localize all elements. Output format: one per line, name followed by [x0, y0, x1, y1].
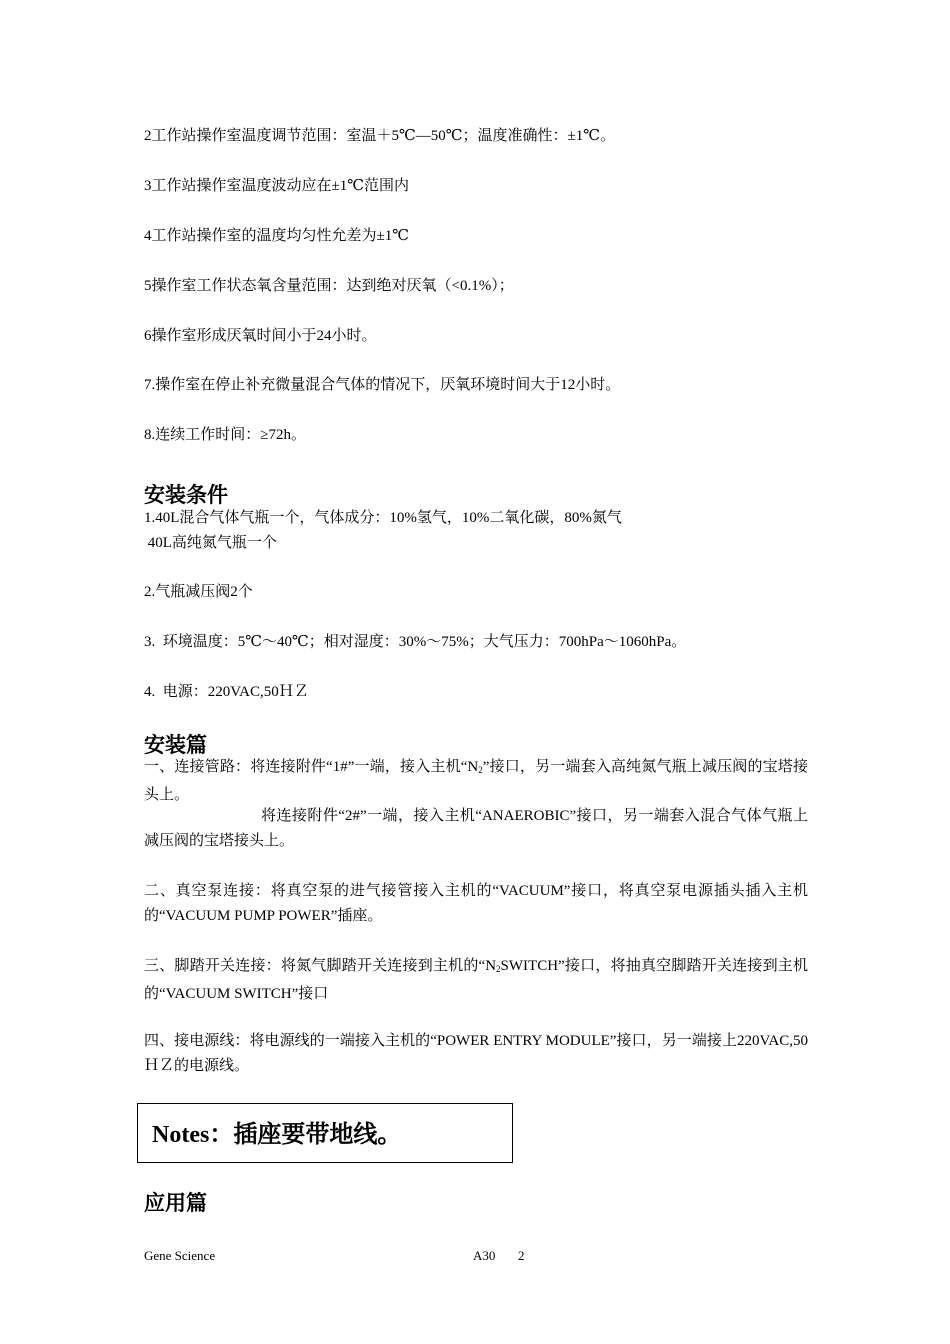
note-text: Notes：插座要带地线。: [152, 1122, 402, 1148]
spec-line-5: 5操作室工作状态氧含量范围：达到绝对厌氧（<0.1%）；: [144, 278, 514, 294]
condition-gas-cylinder: 1.40L混合气体气瓶一个，气体成分：10%氢气，10%二氧化碳，80%氮气: [144, 510, 622, 526]
install-conditions-heading: 安装条件: [144, 483, 228, 507]
installation-step-4: 四、接电源线：将电源线的一端接入主机的“POWER ENTRY MODULE”接口，另一端接上220VAC,50ＨＺ的电源线。: [144, 1033, 808, 1074]
condition-regulator: 2.气瓶减压阀2个: [144, 584, 253, 600]
application-heading: 应用篇: [144, 1191, 207, 1215]
condition-environment: 3. 环境温度：5℃～40℃；相对湿度：30%～75%；大气压力：700hPa～1060hPa。: [144, 634, 687, 650]
installation-step-1b: 将连接附件“2#”一端，接入主机“ANAEROBIC”接口，另一端套入混合气体气瓶上减压阀的宝塔接头上。: [144, 808, 808, 849]
installation-step-3: 三、脚踏开关连接：将氮气脚踏开关连接到主机的“$N_2SWITCH$”接口，将抽真空脚踏开关连接到主机的“VACUUM SWITCH”接口: [144, 958, 809, 1002]
spec-line-2: 2工作站操作室温度调节范围：室温＋5℃—50℃；温度准确性：±1℃。: [144, 128, 616, 144]
installation-step-1a: 一、连接管路：将连接附件“1#”一端，接入主机“$N_2$”接口，另一端套入高纯氮气瓶上减压阀的宝塔接头上。: [144, 759, 808, 803]
installation-step-2: 二、真空泵连接：将真空泵的进气接管接入主机的“VACUUM”接口，将真空泵电源插头插入主机的“VACUUM PUMP POWER”插座。: [144, 883, 808, 924]
footer-company: Gene Science: [144, 1248, 216, 1263]
spec-line-6: 6操作室形成厌氧时间小于24小时。: [144, 328, 377, 344]
spec-line-7: 7.操作室在停止补充微量混合气体的情况下，厌氧环境时间大于12小时。: [144, 377, 621, 393]
spec-line-8: 8.连续工作时间：≥72h。: [144, 427, 306, 443]
condition-power: 4. 电源：220VAC,50ＨＺ: [144, 684, 309, 700]
spec-line-3: 3工作站操作室温度波动应在±1℃范围内: [144, 178, 410, 194]
note-box: [137, 1103, 513, 1163]
spec-line-4: 4工作站操作室的温度均匀性允差为±1℃: [144, 228, 410, 244]
footer-page-number: 2: [518, 1248, 525, 1263]
installation-heading: 安装篇: [144, 733, 207, 757]
footer-model: A30: [473, 1248, 496, 1263]
condition-nitrogen-cylinder: 40L高纯氮气瓶一个: [144, 535, 277, 551]
